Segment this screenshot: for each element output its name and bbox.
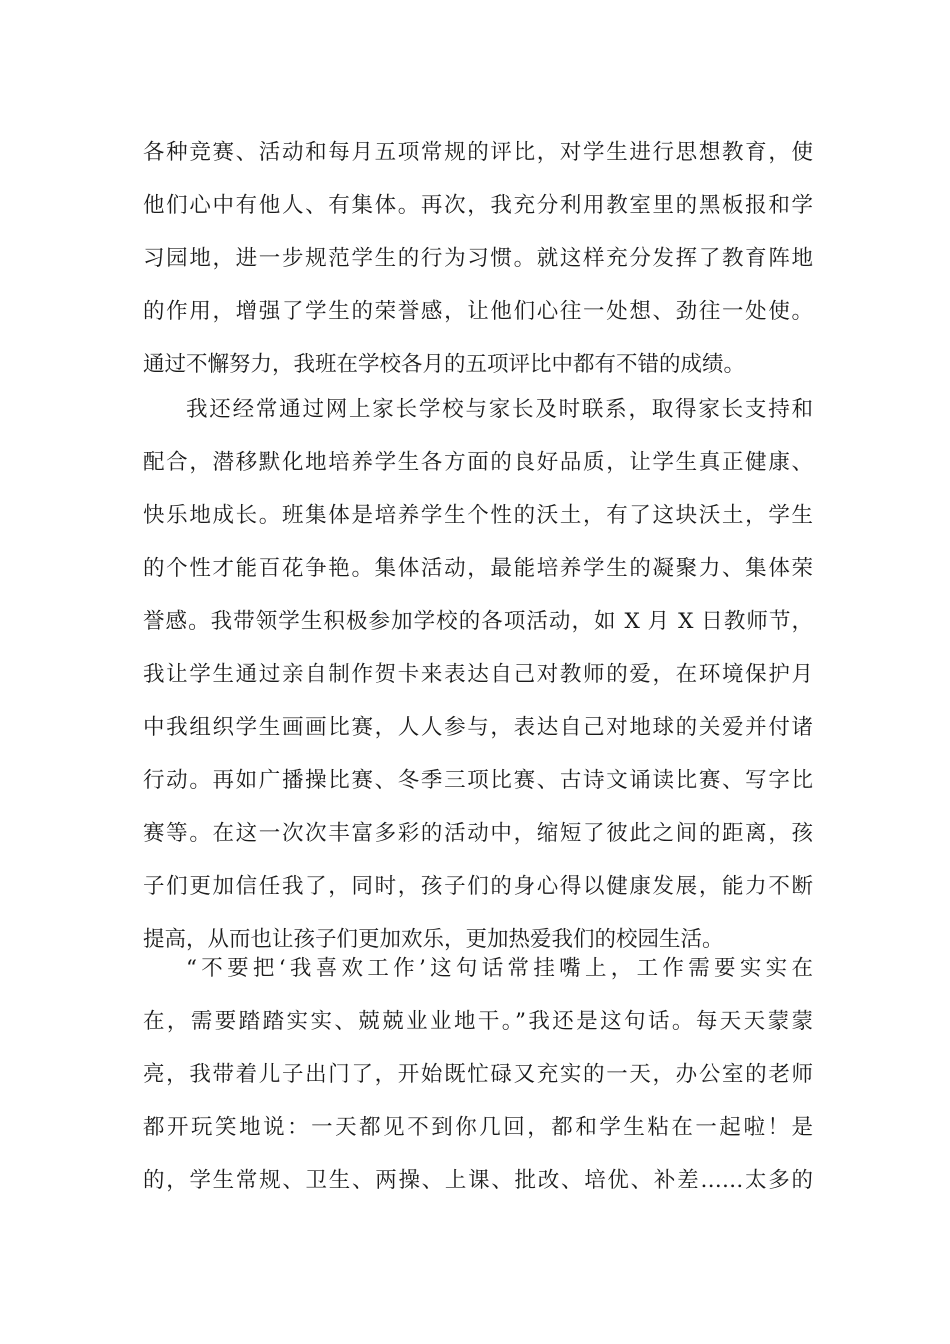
paragraph-line: 他们心中有他人、有集体。再次，我充分利用教室里的黑板报和学 [143,193,813,218]
paragraph-line: 都开玩笑地说：一天都见不到你几回，都和学生粘在一起啦！是 [143,1115,813,1140]
paragraph-line: 子们更加信任我了，同时，孩子们的身心得以健康发展，能力不断 [143,874,813,899]
paragraph-line: 我还经常通过网上家长学校与家长及时联系，取得家长支持和 [186,397,813,422]
paragraph-line: “不要把‘我喜欢工作’这句话常挂嘴上，工作需要实实在 [186,956,813,981]
paragraph-line: 快乐地成长。班集体是培养学生个性的沃土，有了这块沃土，学生 [143,503,813,528]
paragraph-line: 的作用，增强了学生的荣誉感，让他们心往一处想、劲往一处使。 [143,299,813,324]
paragraph-line: 各种竞赛、活动和每月五项常规的评比，对学生进行思想教育，使 [143,140,813,165]
paragraph-line: 誉感。我带领学生积极参加学校的各项活动，如 X 月 X 日教师节， [143,609,813,634]
paragraph-line: 的个性才能百花争艳。集体活动，最能培养学生的凝聚力、集体荣 [143,556,813,581]
paragraph-line: 亮，我带着儿子出门了，开始既忙碌又充实的一天，办公室的老师 [143,1062,813,1087]
paragraph-line: 在，需要踏踏实实、兢兢业业地干。”我还是这句话。每天天蒙蒙 [143,1009,813,1034]
paragraph-line: 中我组织学生画画比赛，人人参与，表达自己对地球的关爱并付诸 [143,715,813,740]
paragraph-line: 习园地，进一步规范学生的行为习惯。就这样充分发挥了教育阵地 [143,246,813,271]
paragraph-line: 赛等。在这一次次丰富多彩的活动中，缩短了彼此之间的距离，孩 [143,821,813,846]
paragraph-line: 通过不懈努力，我班在学校各月的五项评比中都有不错的成绩。 [143,352,746,377]
paragraph-3 [143,942,813,1207]
paragraph-2 [143,383,813,966]
paragraph-1 [143,126,813,391]
paragraph-line: 行动。再如广播操比赛、冬季三项比赛、古诗文诵读比赛、写字比 [143,768,813,793]
paragraph-line: 配合，潜移默化地培养学生各方面的良好品质，让学生真正健康、 [143,450,813,475]
paragraph-line: 提高，从而也让孩子们更加欢乐，更加热爱我们的校园生活。 [143,927,724,952]
paragraph-line: 的，学生常规、卫生、两操、上课、批改、培优、补差……太多的 [143,1168,813,1193]
paragraph-line: 我让学生通过亲自制作贺卡来表达自己对教师的爱，在环境保护月 [143,662,813,687]
